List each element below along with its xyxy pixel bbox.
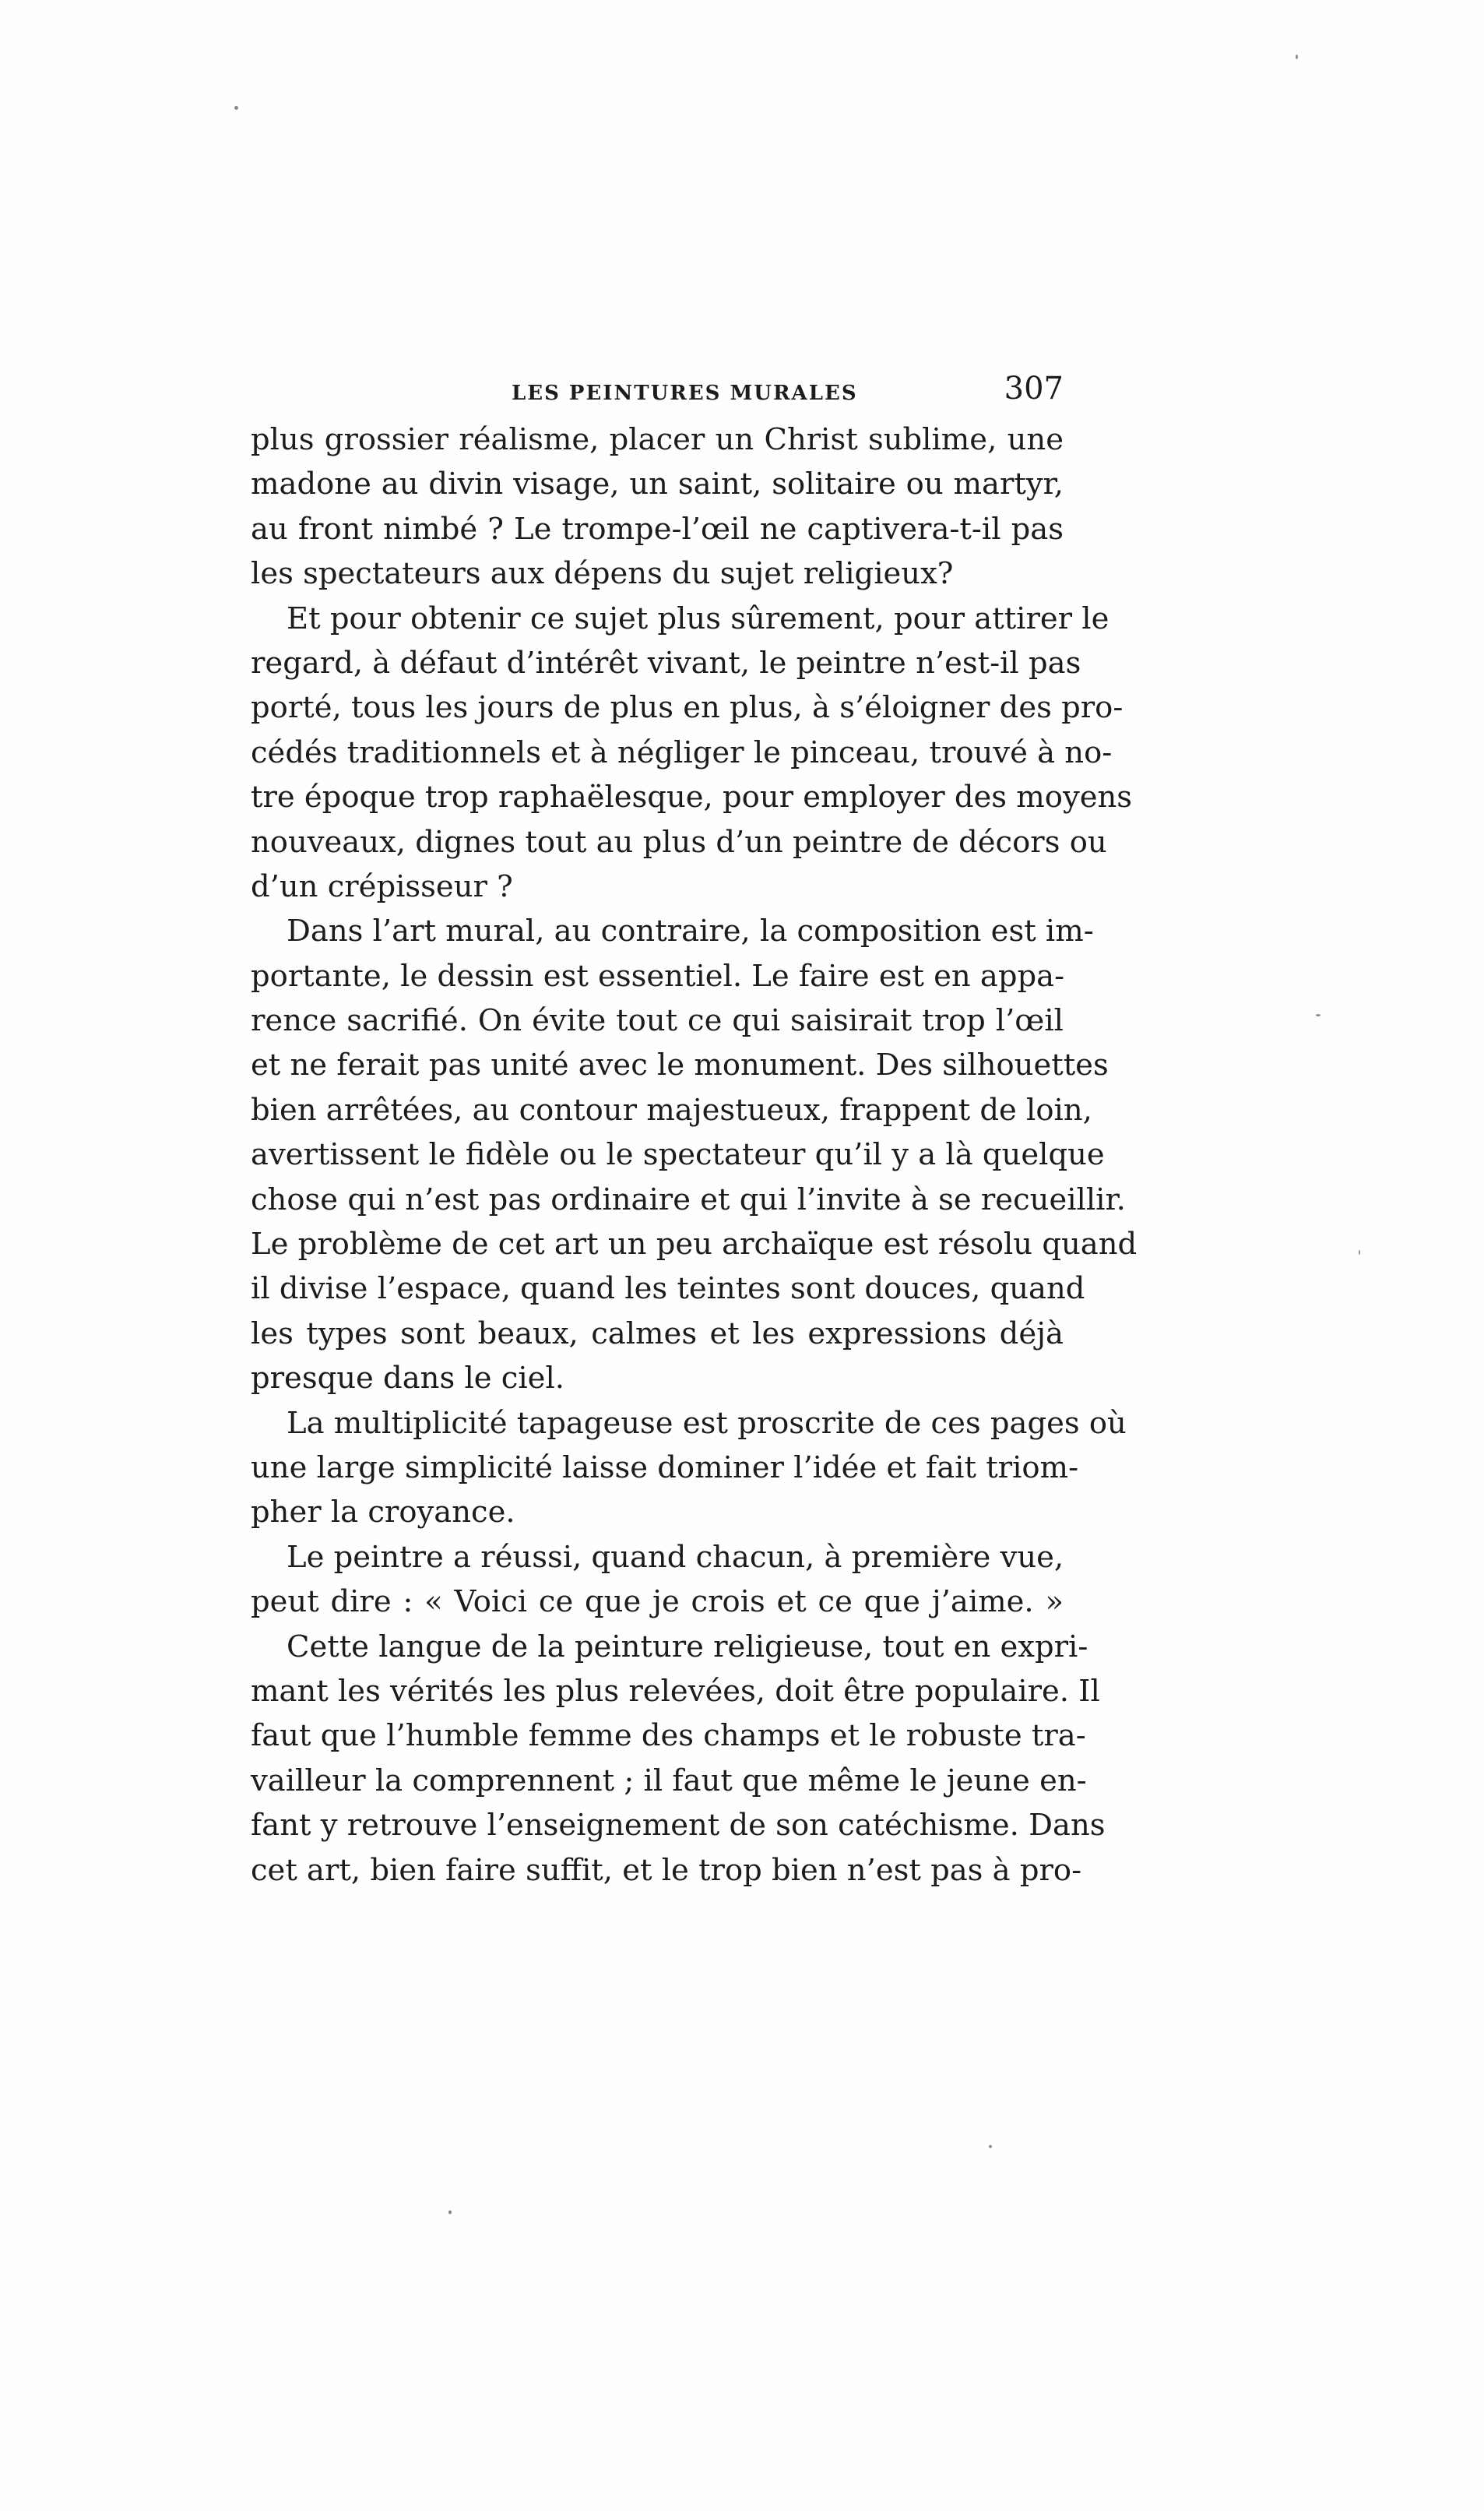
text-line: les types sont beaux, calmes et les expressions déjà [251,1315,1064,1351]
text-line: d’un crépisseur ? [251,868,513,904]
text-line: madone au divin visage, un saint, solitaire ou martyr, [251,467,1064,502]
ink-speck [448,2210,452,2214]
text-line: portante, le dessin est essentiel. Le faire est en appa- [251,958,1065,994]
text-line: peut dire : « Voici ce que je crois et ce que j’aime. » [251,1584,1064,1620]
text-line: tre époque trop raphaëlesque, pour employer des moyens [251,780,1133,815]
running-head [251,366,1064,417]
paragraph-5 [251,1535,1064,1625]
text-line: faut que l’humble femme des champs et le robuste tra- [251,1718,1086,1754]
text-line: vailleur la comprennent ; il faut que même le jeune en- [251,1763,1087,1798]
text-line: fant y retrouve l’enseignement de son catéchisme. Dans [251,1808,1106,1844]
ink-speck [989,2145,992,2148]
ink-speck [1296,55,1298,59]
paragraph-2 [251,597,1133,910]
paragraph-6 [251,1625,1106,1893]
text-line: et ne ferait pas unité avec le monument. Des silhouettes [251,1048,1109,1083]
paragraph-4 [251,1401,1127,1535]
text-line: nouveaux, dignes tout au plus d’un peintre de décors ou [251,824,1107,860]
text-line: porté, tous les jours de plus en plus, à s’éloigner des pro- [251,690,1124,726]
ink-speck [1316,1014,1320,1016]
paragraph-1 [251,417,1064,597]
text-line: avertissent le fidèle ou le spectateur qu’il y a là quelque [251,1137,1105,1173]
text-block [251,366,1138,1893]
ink-speck [234,106,238,110]
text-line: regard, à défaut d’intérêt vivant, le peintre n’est-il pas [251,645,1081,681]
text-line: plus grossier réalisme, placer un Christ sublime, une [251,422,1064,457]
text-line: Le problème de cet art un peu archaïque est résolu quand [251,1227,1138,1263]
text-line: La multiplicité tapageuse est proscrite de ces pages où [287,1405,1127,1441]
text-line: une large simplicité laisse dominer l’idée et fait triom- [251,1449,1079,1485]
text-line: chose qui n’est pas ordinaire et qui l’invite à se recueillir. [251,1182,1126,1217]
text-line: il divise l’espace, quand les teintes sont douces, quand [251,1271,1085,1307]
text-line: cédés traditionnels et à négliger le pinceau, trouvé à no- [251,734,1113,770]
text-line: pher la croyance. [251,1495,515,1530]
text-line: mant les vérités les plus relevées, doit être populaire. Il [251,1673,1100,1709]
text-line: Dans l’art mural, au contraire, la composition est im- [287,914,1094,949]
text-line: les spectateurs aux dépens du sujet religieux? [251,556,954,592]
text-line: presque dans le ciel. [251,1361,564,1396]
paragraph-3 [251,909,1138,1400]
text-line: cet art, bien faire suffit, et le trop bien n’est pas à pro- [251,1852,1082,1888]
text-line: Le peintre a réussi, quand chacun, à première vue, [287,1539,1064,1575]
text-line: bien arrêtées, au contour majestueux, frappent de loin, [251,1092,1092,1128]
page-number: 307 [1004,371,1064,407]
text-line: au front nimbé ? Le trompe-l’œil ne captivera-t-il pas [251,511,1064,547]
running-title: LES PEINTURES MURALES [512,382,858,405]
text-line: Cette langue de la peinture religieuse, tout en expri- [287,1629,1088,1664]
text-line: rence sacrifié. On évite tout ce qui saisirait trop l’œil [251,1003,1064,1039]
ink-speck [1359,1250,1360,1255]
text-line: Et pour obtenir ce sujet plus sûrement, pour attirer le [287,600,1109,636]
